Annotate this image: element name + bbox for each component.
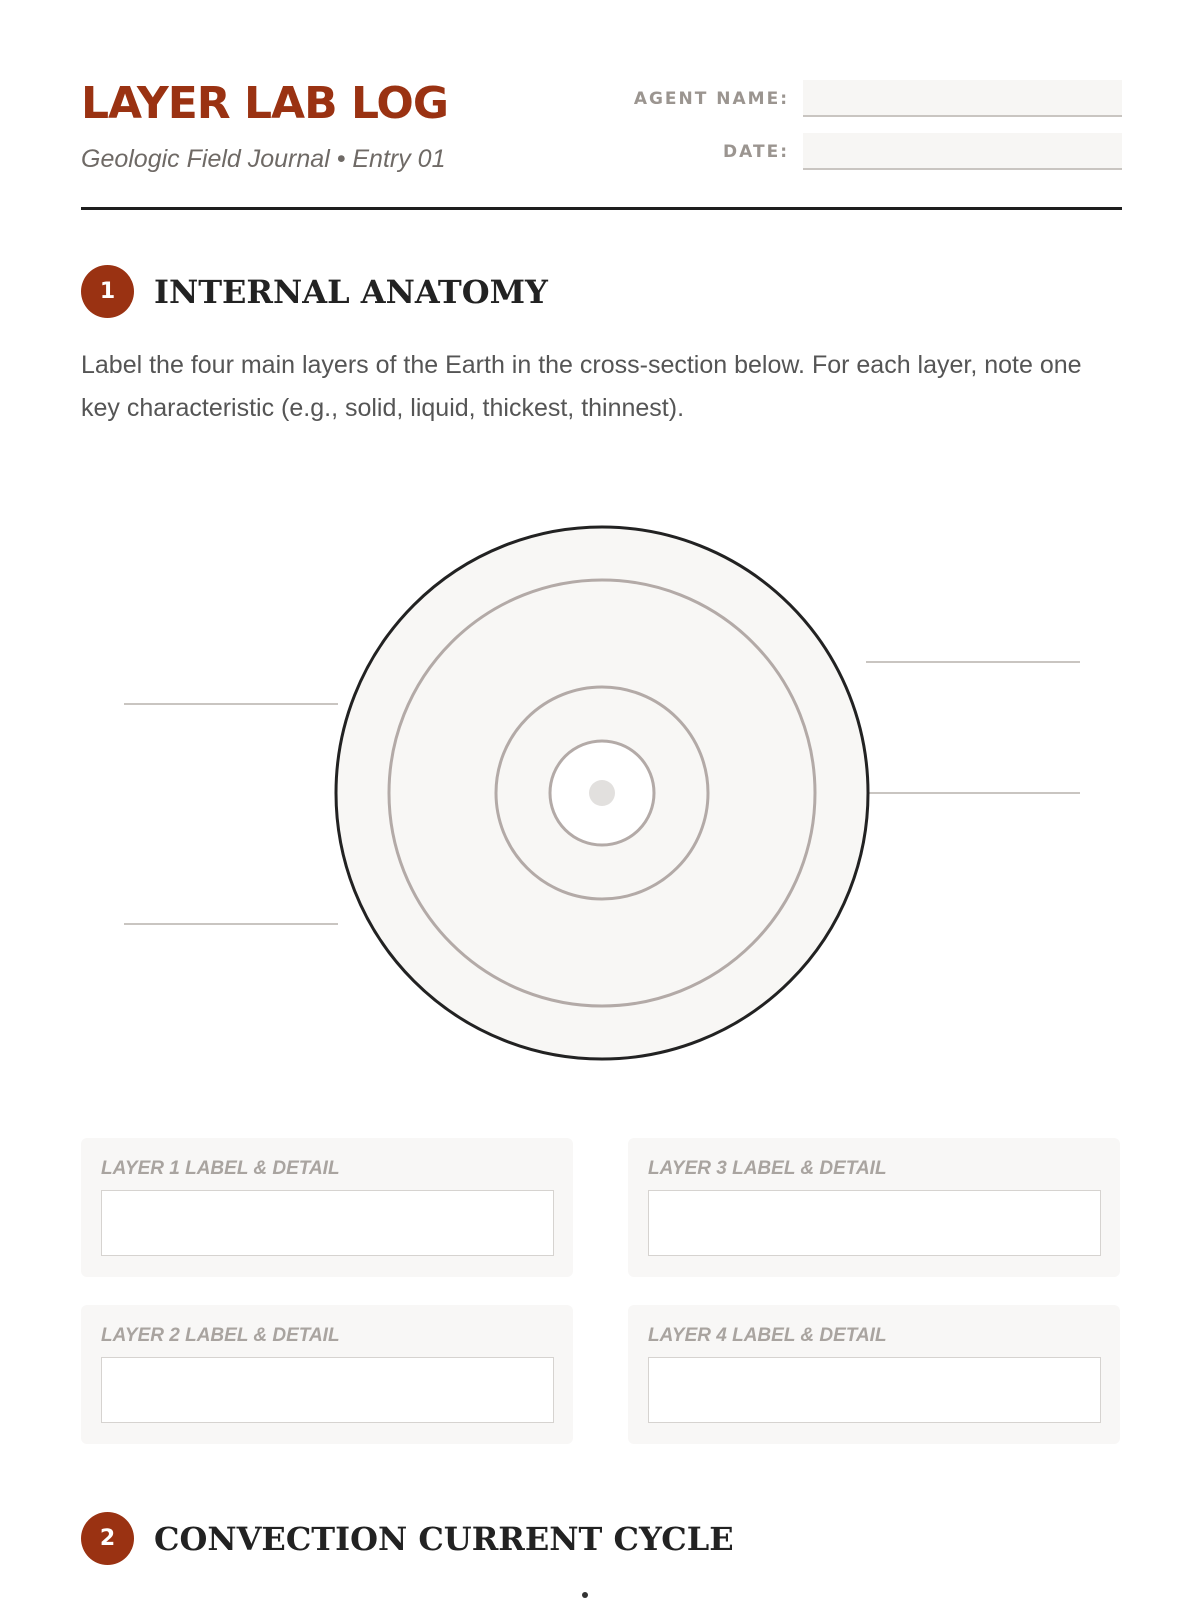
page-subtitle: Geologic Field Journal • Entry 01	[81, 145, 446, 173]
layer-1-answer-card	[81, 1138, 573, 1277]
section-2-title: CONVECTION CURRENT CYCLE	[154, 1519, 734, 1558]
section-2-heading	[81, 1512, 734, 1565]
date-row	[723, 133, 1122, 170]
page-title: LAYER LAB LOG	[81, 78, 448, 129]
layer-4-input[interactable]	[648, 1357, 1101, 1423]
layer-3-label: LAYER 3 LABEL & DETAIL	[648, 1158, 887, 1179]
date-field[interactable]	[803, 133, 1122, 170]
layer-1-input[interactable]	[101, 1190, 554, 1256]
worksheet-page	[81, 0, 1122, 1600]
layer-4-answer-card	[628, 1305, 1120, 1444]
layer-2-input[interactable]	[101, 1357, 554, 1423]
cutoff-diagram-mark	[582, 1592, 588, 1598]
earth-cross-section-diagram	[0, 440, 1200, 1080]
header-divider	[81, 207, 1122, 210]
agent-name-row	[634, 80, 1122, 117]
date-label: DATE:	[723, 141, 789, 162]
section-1-instructions: Label the four main layers of the Earth in the cross-section below. For each layer, note one key characteristic (e.g., solid, liquid, thickest, thinnest).	[81, 351, 1082, 422]
layer-3-input[interactable]	[648, 1190, 1101, 1256]
layer-4-label: LAYER 4 LABEL & DETAIL	[648, 1325, 887, 1346]
layer-2-label: LAYER 2 LABEL & DETAIL	[101, 1325, 340, 1346]
section-number-badge: 1	[81, 265, 134, 318]
layer-3-answer-card	[628, 1138, 1120, 1277]
section-1-title: INTERNAL ANATOMY	[154, 272, 548, 311]
section-number-badge: 2	[81, 1512, 134, 1565]
section-1-heading	[81, 265, 548, 318]
layer-1-label: LAYER 1 LABEL & DETAIL	[101, 1158, 340, 1179]
agent-name-field[interactable]	[803, 80, 1122, 117]
layer-2-answer-card	[81, 1305, 573, 1444]
center-dot	[589, 780, 615, 806]
agent-name-label: AGENT NAME:	[633, 88, 789, 109]
